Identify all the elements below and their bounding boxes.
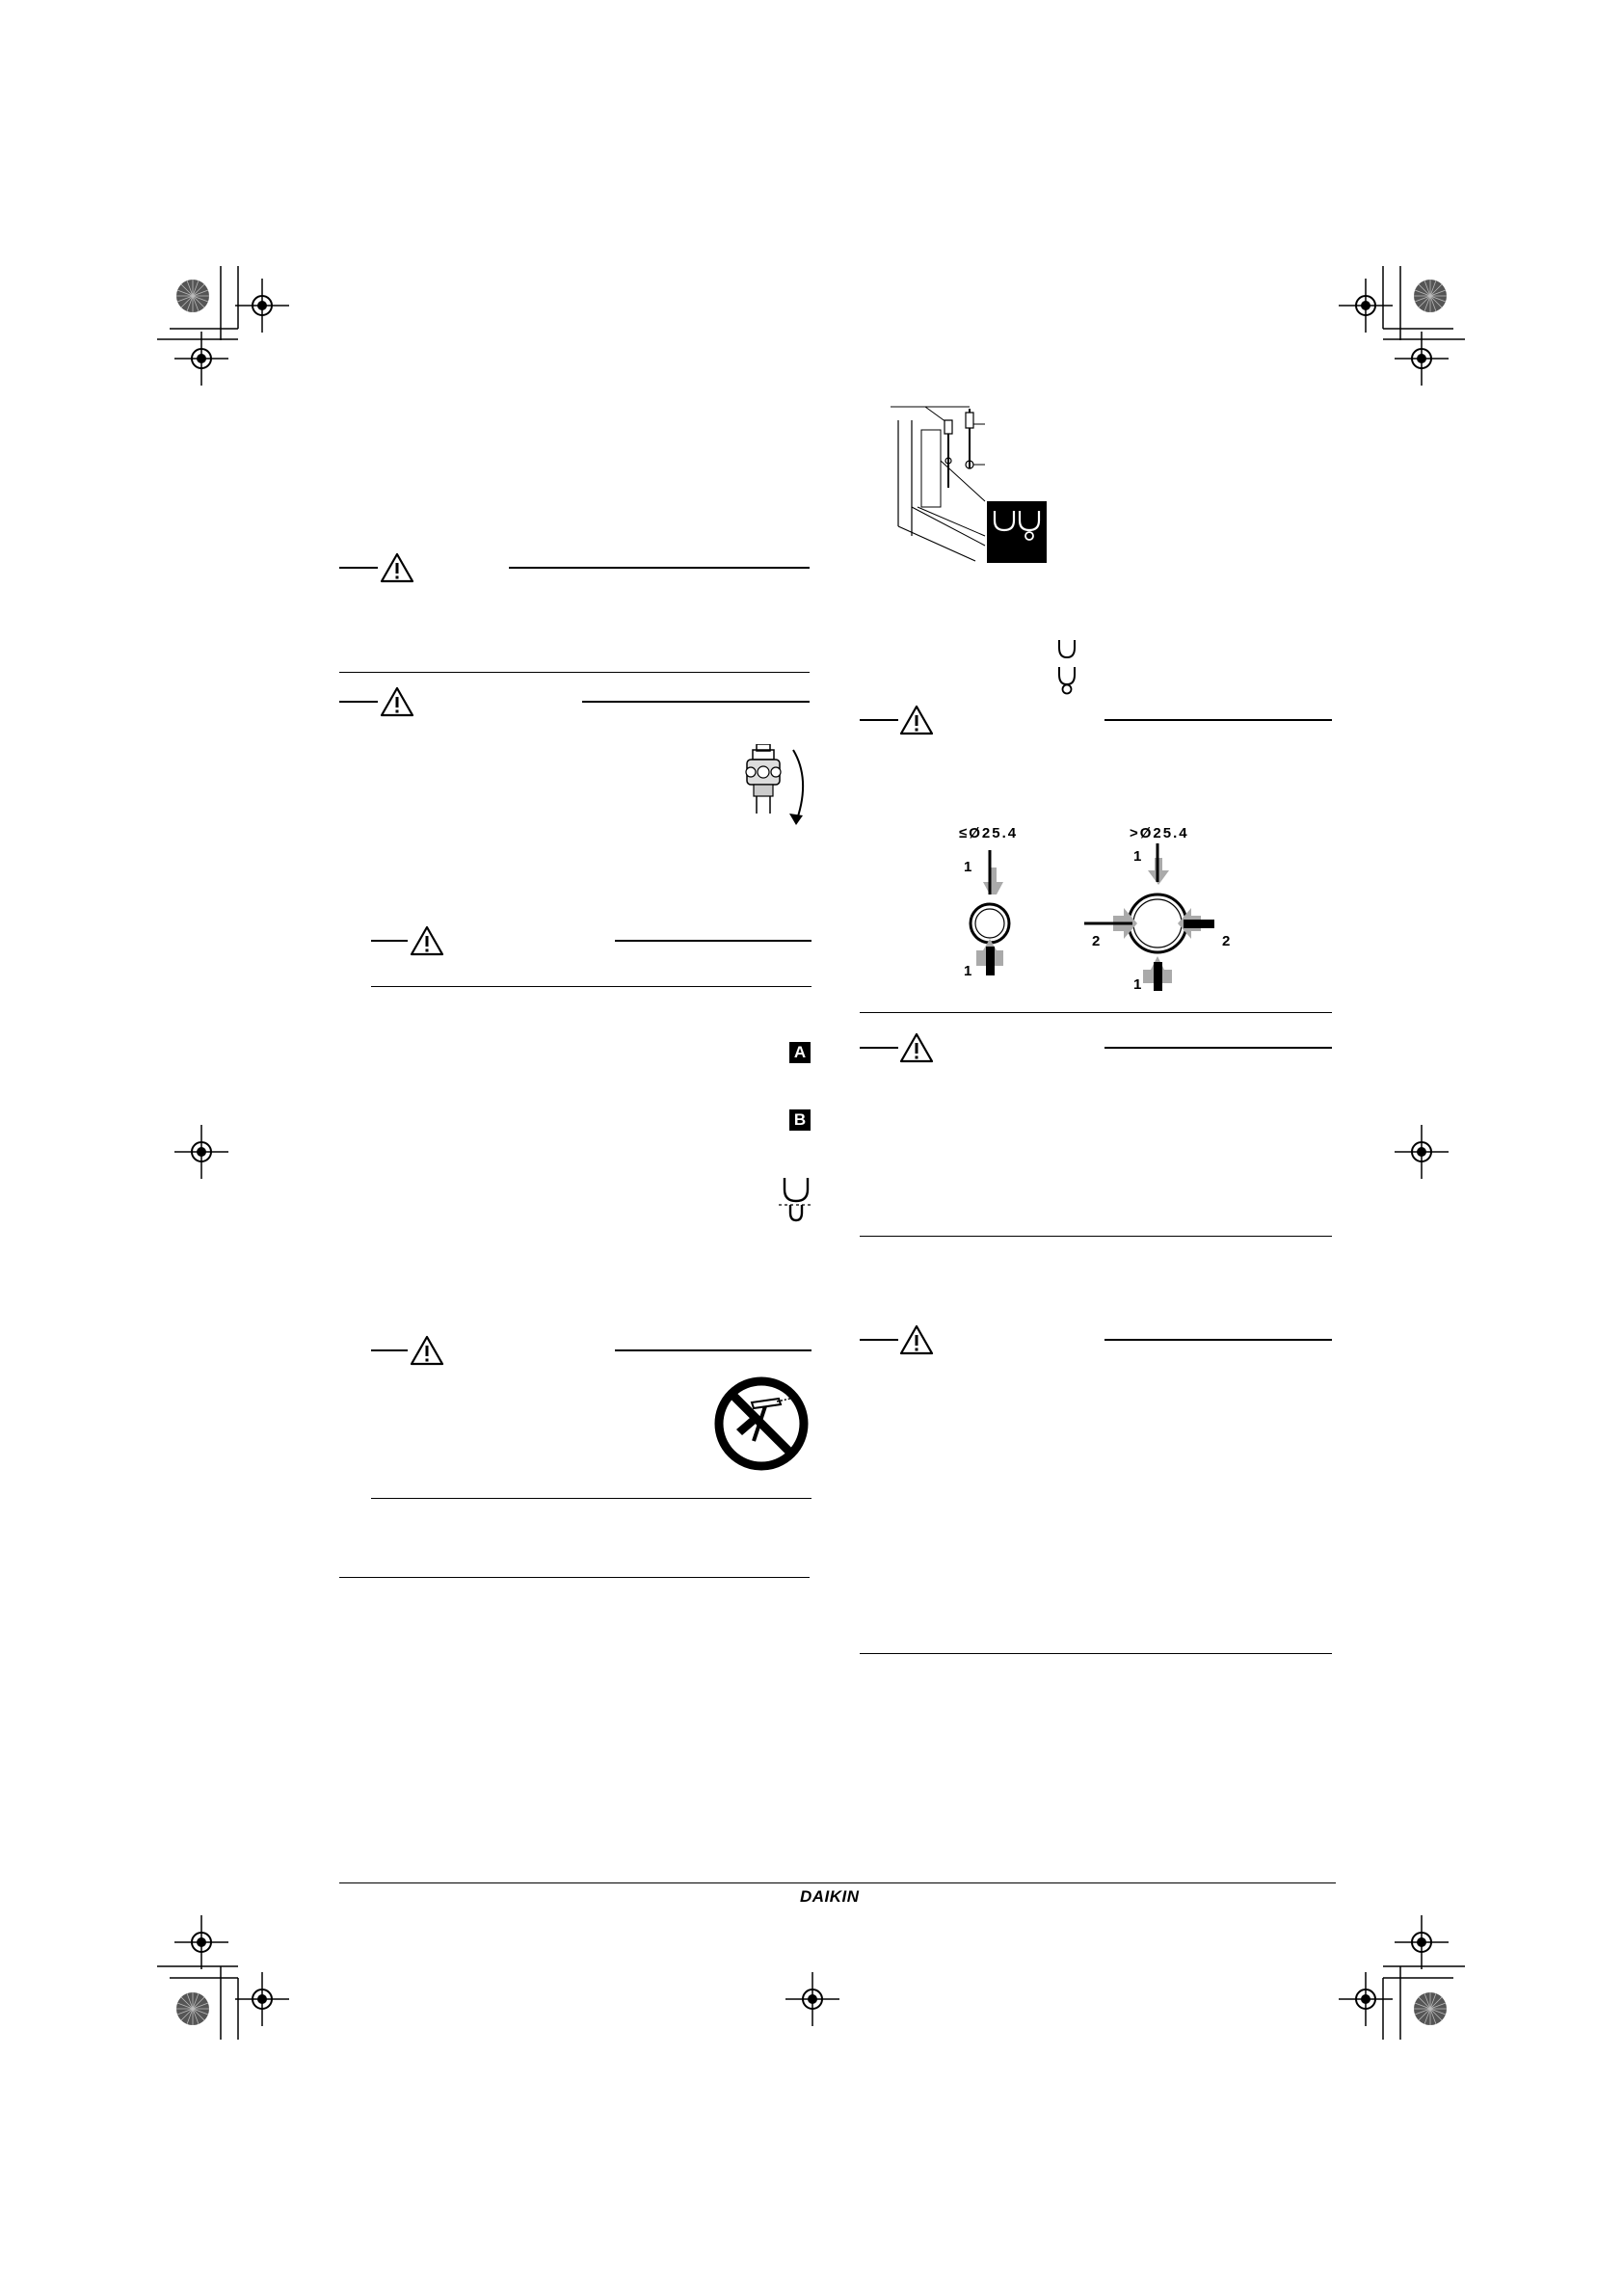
warning-icon bbox=[380, 552, 414, 583]
warning-rule bbox=[615, 940, 812, 942]
marker-1: 1 bbox=[1133, 848, 1142, 865]
pipe-diagram-graphic bbox=[925, 839, 1253, 993]
registration-mark-icon bbox=[1339, 279, 1393, 333]
marker-1: 1 bbox=[1133, 976, 1142, 993]
warning-rule bbox=[1104, 1047, 1332, 1049]
brand-logo: DAIKIN bbox=[800, 1887, 860, 1906]
warning-icon bbox=[410, 1335, 444, 1366]
registration-mark-icon bbox=[1414, 1992, 1447, 2025]
trap-icon bbox=[1056, 638, 1078, 659]
trap-icon bbox=[779, 1176, 813, 1226]
valve-rotation-icon bbox=[737, 744, 816, 833]
marker-2: 2 bbox=[1092, 933, 1101, 949]
registration-mark-icon bbox=[1414, 280, 1447, 312]
registration-mark-icon bbox=[1395, 1125, 1449, 1179]
warning-rule bbox=[860, 1339, 898, 1341]
warning-rule bbox=[371, 1349, 408, 1351]
no-hammer-icon bbox=[711, 1374, 812, 1474]
marker-b: B bbox=[789, 1109, 811, 1131]
warning-icon bbox=[380, 686, 414, 717]
label-large-pipe: >Ø25.4 bbox=[1130, 825, 1189, 841]
warning-rule bbox=[509, 567, 810, 569]
label-small-pipe: ≤Ø25.4 bbox=[959, 825, 1019, 841]
registration-mark-icon bbox=[176, 1992, 209, 2025]
warning-rule bbox=[582, 701, 810, 703]
section-divider bbox=[339, 1577, 810, 1578]
section-divider bbox=[860, 1653, 1332, 1654]
marker-1: 1 bbox=[964, 859, 972, 875]
warning-rule bbox=[860, 1047, 898, 1049]
warning-rule bbox=[339, 567, 378, 569]
registration-mark-icon bbox=[785, 1972, 839, 2026]
warning-rule bbox=[339, 701, 378, 703]
section-divider bbox=[339, 672, 810, 673]
warning-icon bbox=[899, 1032, 934, 1063]
warning-rule bbox=[371, 940, 408, 942]
warning-rule bbox=[615, 1349, 812, 1351]
warning-icon bbox=[899, 705, 934, 735]
section-divider bbox=[860, 1236, 1332, 1237]
section-divider bbox=[371, 1498, 812, 1499]
trap-icon bbox=[1056, 665, 1078, 696]
footer-rule bbox=[339, 1882, 1336, 1883]
registration-mark-icon bbox=[235, 1972, 289, 2026]
marker-a: A bbox=[789, 1042, 811, 1063]
registration-mark-icon bbox=[1339, 1972, 1393, 2026]
registration-mark-icon bbox=[176, 280, 209, 312]
marker-1: 1 bbox=[964, 963, 972, 979]
section-divider bbox=[860, 1012, 1332, 1013]
section-divider bbox=[371, 986, 812, 987]
registration-mark-icon bbox=[1395, 1915, 1449, 1969]
piping-diagram-icon bbox=[889, 401, 1064, 567]
registration-mark-icon bbox=[174, 1915, 228, 1969]
warning-rule bbox=[1104, 1339, 1332, 1341]
warning-rule bbox=[1104, 719, 1332, 721]
registration-mark-icon bbox=[235, 279, 289, 333]
marker-2: 2 bbox=[1222, 933, 1231, 949]
warning-icon bbox=[899, 1324, 934, 1355]
warning-icon bbox=[410, 925, 444, 956]
registration-mark-icon bbox=[174, 1125, 228, 1179]
warning-rule bbox=[860, 719, 898, 721]
